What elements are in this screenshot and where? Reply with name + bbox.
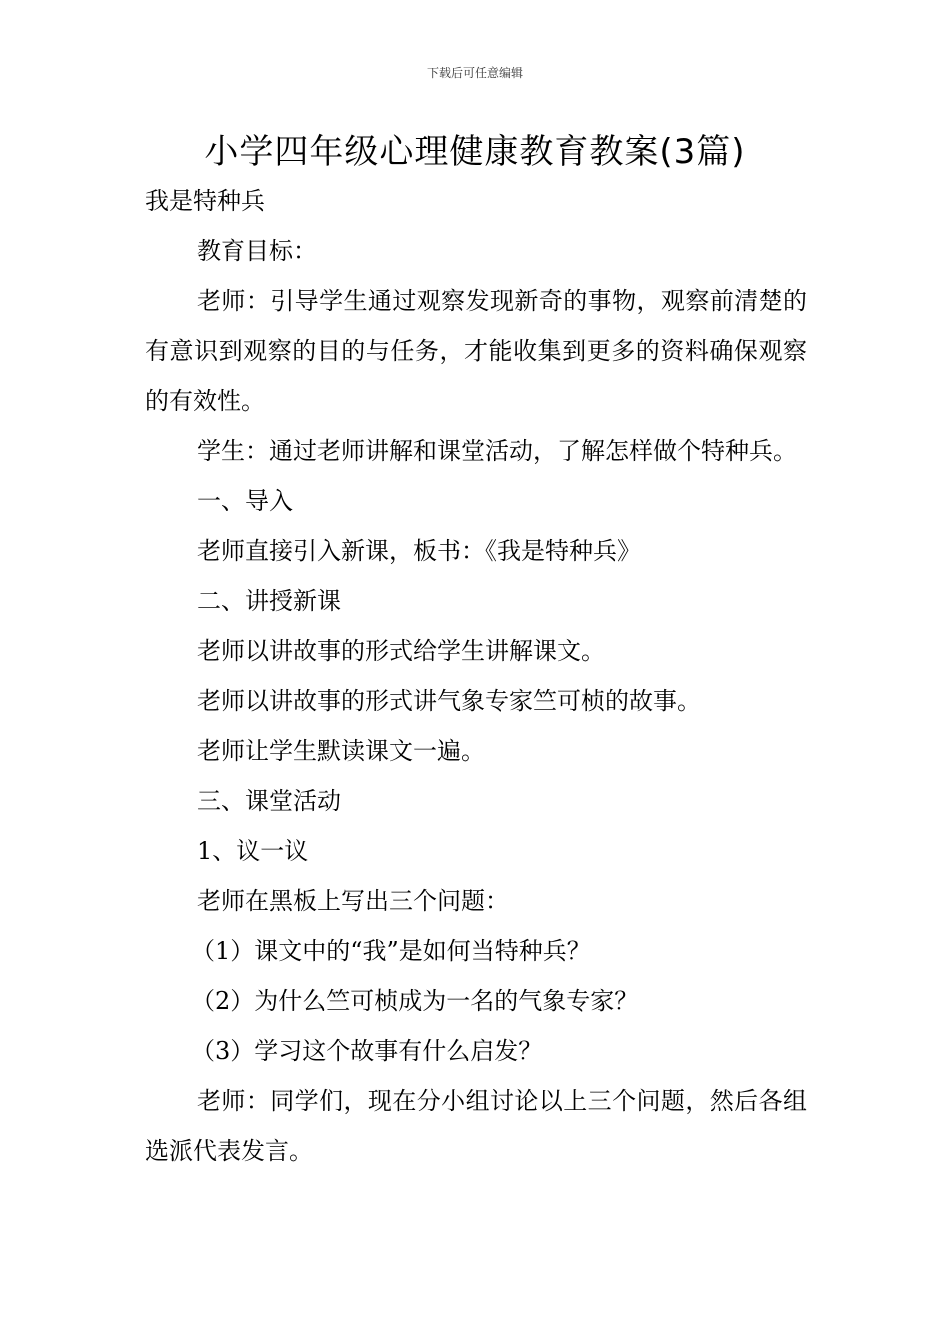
paragraph: 学生：通过老师讲解和课堂活动，了解怎样做个特种兵。 bbox=[197, 437, 797, 465]
paragraph: 老师直接引入新课，板书：《我是特种兵》 bbox=[197, 537, 641, 565]
question-item: （2）为什么竺可桢成为一名的气象专家？ bbox=[191, 987, 639, 1015]
document-title: 小学四年级心理健康教育教案(3篇) bbox=[204, 132, 746, 172]
question-item: （1）课文中的“我”是如何当特种兵？ bbox=[191, 937, 591, 965]
paragraph: 三、课堂活动 bbox=[197, 787, 341, 815]
section-heading: 我是特种兵 bbox=[145, 187, 265, 215]
paragraph: 二、讲授新课 bbox=[197, 587, 341, 615]
page-header-note: 下载后可任意编辑 bbox=[426, 66, 523, 80]
question-item: （3）学习这个故事有什么启发？ bbox=[191, 1037, 543, 1065]
paragraph: 老师在黑板上写出三个问题： bbox=[197, 887, 509, 915]
paragraph: 老师：引导学生通过观察发现新奇的事物，观察前清楚的有意识到观察的目的与任务，才能收集到更多的资料确保观察的有效性。 bbox=[145, 287, 807, 415]
paragraph: 老师让学生默读课文一遍。 bbox=[197, 737, 485, 765]
paragraph: 一、导入 bbox=[197, 487, 293, 515]
paragraph: 1、议一议 bbox=[197, 837, 309, 865]
paragraph: 老师以讲故事的形式讲气象专家竺可桢的故事。 bbox=[197, 687, 701, 715]
paragraph: 老师：同学们，现在分小组讨论以上三个问题，然后各组选派代表发言。 bbox=[145, 1087, 807, 1165]
paragraph: 老师以讲故事的形式给学生讲解课文。 bbox=[197, 637, 605, 665]
paragraph: 教育目标： bbox=[197, 237, 317, 265]
document-body bbox=[145, 176, 807, 1176]
